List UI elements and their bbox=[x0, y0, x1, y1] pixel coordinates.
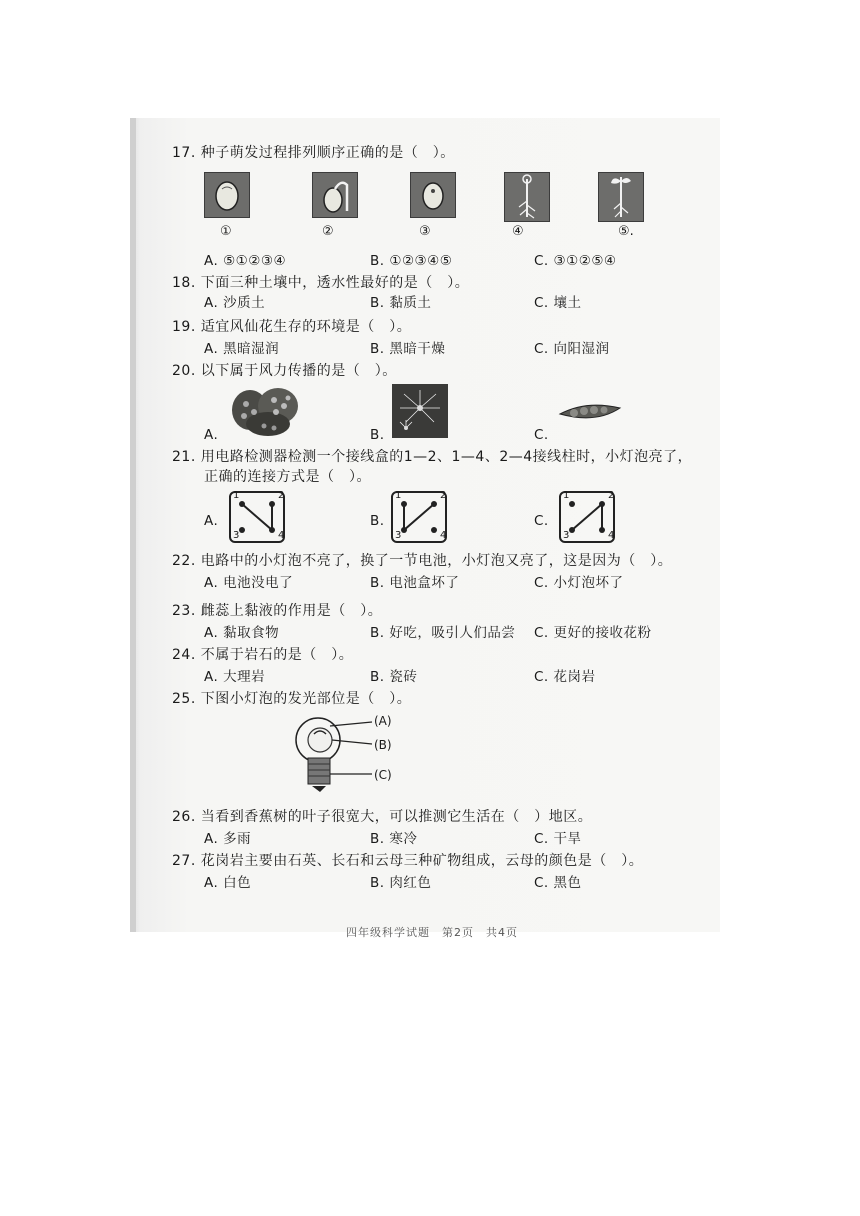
q18-option-c: C. 壤土 bbox=[534, 295, 582, 311]
q17-stem: 17. 种子萌发过程排列顺序正确的是（ ）。 bbox=[172, 145, 455, 161]
bulb-label-b: (B) bbox=[374, 738, 392, 752]
q21-stem-line1: 21. 用电路检测器检测一个接线盒的1—2、1—4、2—4接线柱时，小灯泡亮了， bbox=[172, 449, 693, 465]
q27-option-c: C. 黑色 bbox=[534, 875, 582, 891]
q19-option-c: C. 向阳湿润 bbox=[534, 341, 610, 357]
lotus-seedpod-image bbox=[228, 380, 306, 438]
seed-stage-3-image bbox=[410, 172, 456, 218]
q18-option-a: A. 沙质土 bbox=[204, 295, 266, 311]
bulb-label-a: (A) bbox=[374, 714, 392, 728]
q23-option-a: A. 黏取食物 bbox=[204, 625, 280, 641]
page-footer: 四年级科学试题 第2页 共4页 bbox=[346, 926, 518, 939]
light-bulb-diagram bbox=[290, 712, 410, 794]
q18-stem: 18. 下面三种土壤中，透水性最好的是（ ）。 bbox=[172, 275, 470, 291]
dandelion-image bbox=[392, 384, 448, 438]
q20-stem: 20. 以下属于风力传播的是（ ）。 bbox=[172, 363, 397, 379]
seed-stage-4-image bbox=[504, 172, 550, 222]
q20-option-b: B. bbox=[370, 427, 385, 443]
box-a-terminal-4: 4 bbox=[278, 530, 285, 541]
box-b-terminal-4: 4 bbox=[440, 530, 447, 541]
q23-option-b: B. 好吃，吸引人们品尝 bbox=[370, 625, 516, 641]
q25-stem: 25. 下图小灯泡的发光部位是（ ）。 bbox=[172, 691, 412, 707]
q17-option-a: A. ⑤①②③④ bbox=[204, 253, 287, 269]
seed-label-2: ② bbox=[322, 224, 334, 239]
seed-label-3: ③ bbox=[419, 224, 431, 239]
box-a-terminal-1: 1 bbox=[233, 490, 240, 501]
q17-option-b: B. ①②③④⑤ bbox=[370, 253, 453, 269]
box-c-terminal-4: 4 bbox=[608, 530, 615, 541]
q19-option-a: A. 黑暗湿润 bbox=[204, 341, 280, 357]
q20-option-a: A. bbox=[204, 427, 219, 443]
q20-option-c: C. bbox=[534, 427, 549, 443]
box-a-terminal-2: 2 bbox=[278, 490, 285, 501]
q21-option-b: B. bbox=[370, 513, 385, 529]
box-b-terminal-3: 3 bbox=[395, 530, 402, 541]
q27-stem: 27. 花岗岩主要由石英、长石和云母三种矿物组成，云母的颜色是（ ）。 bbox=[172, 853, 644, 869]
pea-pod-image bbox=[556, 398, 624, 426]
seed-stage-5-image bbox=[598, 172, 644, 222]
q24-option-b: B. 瓷砖 bbox=[370, 669, 418, 685]
seed-label-5: ⑤. bbox=[618, 224, 634, 239]
q26-option-c: C. 干旱 bbox=[534, 831, 582, 847]
q19-stem: 19. 适宜风仙花生存的环境是（ ）。 bbox=[172, 319, 412, 335]
q22-stem: 22. 电路中的小灯泡不亮了，换了一节电池，小灯泡又亮了，这是因为（ ）。 bbox=[172, 553, 673, 569]
q17-option-c: C. ③①②⑤④ bbox=[534, 253, 617, 269]
q21-option-a: A. bbox=[204, 513, 219, 529]
q22-option-b: B. 电池盒坏了 bbox=[370, 575, 460, 591]
q22-option-c: C. 小灯泡坏了 bbox=[534, 575, 624, 591]
q23-stem: 23. 雌蕊上黏液的作用是（ ）。 bbox=[172, 603, 383, 619]
q27-option-a: A. 白色 bbox=[204, 875, 252, 891]
q26-option-b: B. 寒冷 bbox=[370, 831, 418, 847]
bulb-label-c: (C) bbox=[374, 768, 392, 782]
q24-option-a: A. 大理岩 bbox=[204, 669, 266, 685]
box-c-terminal-1: 1 bbox=[563, 490, 570, 501]
seed-stage-2-image bbox=[312, 172, 358, 218]
box-c-terminal-2: 2 bbox=[608, 490, 615, 501]
seed-label-4: ④ bbox=[512, 224, 524, 239]
q27-option-b: B. 肉红色 bbox=[370, 875, 432, 891]
q21-stem-line2: 正确的连接方式是（ ）。 bbox=[204, 469, 371, 485]
box-a-terminal-3: 3 bbox=[233, 530, 240, 541]
seed-stage-1-image bbox=[204, 172, 250, 218]
q26-option-a: A. 多雨 bbox=[204, 831, 252, 847]
q24-stem: 24. 不属于岩石的是（ ）。 bbox=[172, 647, 354, 663]
box-b-terminal-1: 1 bbox=[395, 490, 402, 501]
q21-option-c: C. bbox=[534, 513, 549, 529]
box-b-terminal-2: 2 bbox=[440, 490, 447, 501]
q24-option-c: C. 花岗岩 bbox=[534, 669, 596, 685]
seed-label-1: ① bbox=[220, 224, 232, 239]
q19-option-b: B. 黑暗干燥 bbox=[370, 341, 446, 357]
paper-edge bbox=[130, 118, 136, 932]
q23-option-c: C. 更好的接收花粉 bbox=[534, 625, 652, 641]
box-c-terminal-3: 3 bbox=[563, 530, 570, 541]
q18-option-b: B. 黏质土 bbox=[370, 295, 432, 311]
q26-stem: 26. 当看到香蕉树的叶子很宽大，可以推测它生活在（ ）地区。 bbox=[172, 809, 593, 825]
q22-option-a: A. 电池没电了 bbox=[204, 575, 294, 591]
